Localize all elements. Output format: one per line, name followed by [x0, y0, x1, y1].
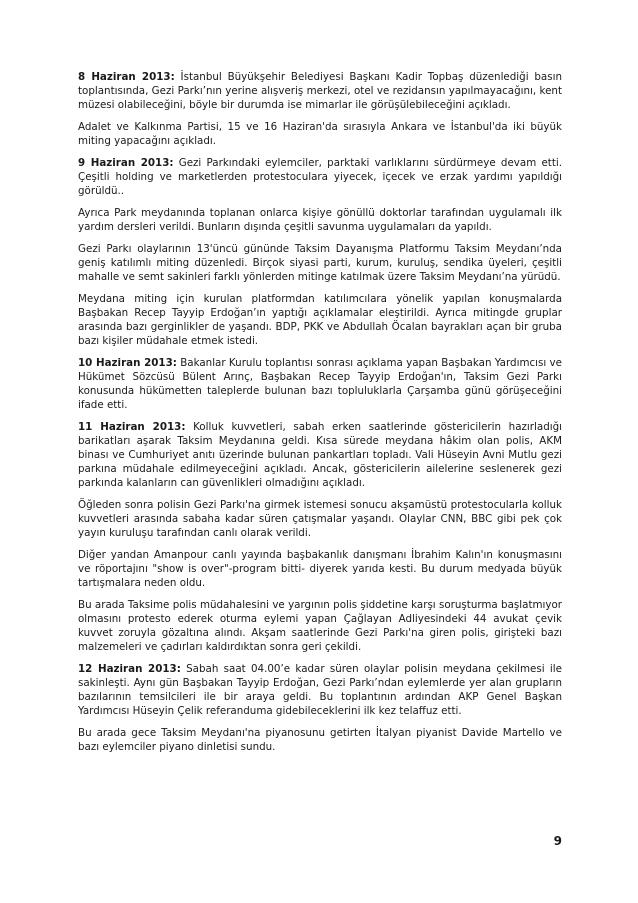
paragraph-text: Meydana miting için kurulan platformdan katılımcılara yönelik yapılan konuşmalarda Başbakan Recep Tayyip Erdoğan’ın yaptığı açıklamalar eleştirildi. Ayrıca mitingde gruplar arasında bazı gerginlikler de yaşandı. BDP, PKK ve Abdullah Öcalan bayrakları açan bir gruba bazı kişiler müdahale etmek istedi.	[78, 293, 562, 347]
paragraph-text: Öğleden sonra polisin Gezi Parkı'na girmek istemesi sonucu akşamüstü protestocularla kolluk kuvvetleri arasında sabaha kadar süren çatışmalar yaşandı. Olaylar CNN, BBC gibi pek çok yayın kuruluşu tarafından canlı olarak verildi.	[78, 499, 562, 539]
paragraph-text: Bu arada Taksime polis müdahalesini ve yargının polis şiddetine karşı soruşturma başlatmıyor olmasını protesto ederek oturma eylemi yapan Çağlayan Adliyesindeki 44 avukat çevik kuvvet zoruyla gözaltına alındı. Akşam saatlerinde Gezi Parkı'na giren polis, girişteki bazı malzemeleri ve çadırları kaldırdıktan sonra geri çekildi.	[78, 599, 562, 653]
paragraph	[78, 598, 562, 654]
paragraph-text: Gezi Parkındaki eylemciler, parktaki varlıklarını sürdürmeye devam etti. Çeşitli holding ve marketlerden protestoculara yiyecek, içecek ve erzak yardımı yapıldığı görüldü..	[78, 157, 562, 197]
paragraph-date: 10 Haziran 2013:	[78, 357, 177, 369]
paragraph	[78, 156, 562, 198]
paragraph	[78, 548, 562, 590]
paragraph-date: 8 Haziran 2013:	[78, 71, 175, 83]
paragraph	[78, 206, 562, 234]
paragraph	[78, 662, 562, 718]
paragraph-text: Diğer yandan Amanpour canlı yayında başbakanlık danışmanı İbrahim Kalın'ın konuşmasını ve röportajını "show is over"-program bitti- diyerek yarıda kesti. Bu durum medyada büyük tartışmalara neden oldu.	[78, 549, 562, 589]
paragraph-text: İstanbul Büyükşehir Belediyesi Başkanı Kadir Topbaş düzenlediği basın toplantısında, Gezi Parkı’nın yerine alışveriş merkezi, otel ve rezidansın yapılmayacağını, kent müzesi olabileceğini, böyle bir durumda ise mimarlar ile görüşülebileceğini açıkladı.	[78, 71, 562, 111]
paragraph	[78, 726, 562, 754]
paragraph-date: 12 Haziran 2013:	[78, 663, 181, 675]
paragraph	[78, 498, 562, 540]
paragraph	[78, 120, 562, 148]
paragraph-text: Ayrıca Park meydanında toplanan onlarca kişiye gönüllü doktorlar tarafından uygulamalı ilk yardım dersleri verildi. Bunların dışında çeşitli savunma uygulamaları da yapıldı.	[78, 207, 562, 233]
paragraph-text: Gezi Parkı olaylarının 13'üncü gününde Taksim Dayanışma Platformu Taksim Meydanı’nda geniş katılımlı miting düzenledi. Birçok siyasi parti, kurum, kuruluş, sendika üyeleri, çeşitli mahalle ve semt sakinleri farklı yönlerden mitinge katılmak üzere Taksim Meydanı’na yürüdü.	[78, 243, 562, 283]
paragraph-date: 9 Haziran 2013:	[78, 157, 174, 169]
paragraph-text: Adalet ve Kalkınma Partisi, 15 ve 16 Haziran'da sırasıyla Ankara ve İstanbul'da iki büyük miting yapacağını açıkladı.	[78, 121, 562, 147]
paragraph	[78, 420, 562, 490]
paragraph	[78, 356, 562, 412]
paragraph-text: Kolluk kuvvetleri, sabah erken saatlerinde göstericilerin hazırladığı barikatları aşarak Taksim Meydanına geldi. Kısa sürede meydana hâkim olan polis, AKM binası ve Cumhuriyet anıtı üzerinde bulunan pankartları topladı. Vali Hüseyin Avni Mutlu gezi parkına müdahale edilmeyeceğini açıkladı. Ancak, göstericilerin ailelerine seslenerek gezi parkında kalanların can güvenlikleri olmadığını açıkladı.	[78, 421, 562, 489]
paragraph-text: Bakanlar Kurulu toplantısı sonrası açıklama yapan Başbakan Yardımcısı ve Hükümet Sözcüsü Bülent Arınç, Başbakan Recep Tayyip Erdoğan'ın, Taksim Gezi Parkı konusunda hükümetten taleplerde bulunan bazı topluluklarla Çarşamba günü görüşeceğini ifade etti.	[78, 357, 562, 411]
paragraph-date: 11 Haziran 2013:	[78, 421, 186, 433]
paragraph	[78, 292, 562, 348]
paragraph	[78, 242, 562, 284]
paragraph-text: Bu arada gece Taksim Meydanı'na piyanosunu getirten İtalyan piyanist Davide Martello ve bazı eylemciler piyano dinletisi sundu.	[78, 727, 562, 753]
paragraph	[78, 70, 562, 112]
paragraph-text: Sabah saat 04.00’e kadar süren olaylar polisin meydana çekilmesi ile sakinleşti. Aynı gün Başbakan Tayyip Erdoğan, Gezi Parkı’ndan eylemlerde yer alan grupların bazılarının temsilcileri ile bir araya geldi. Bu toplantının ardından AKP Genel Başkan Yardımcısı Hüseyin Çelik referanduma gidebileceklerini ilk kez telaffuz etti.	[78, 663, 562, 717]
document-body	[78, 70, 562, 762]
page-number: 9	[553, 834, 562, 848]
